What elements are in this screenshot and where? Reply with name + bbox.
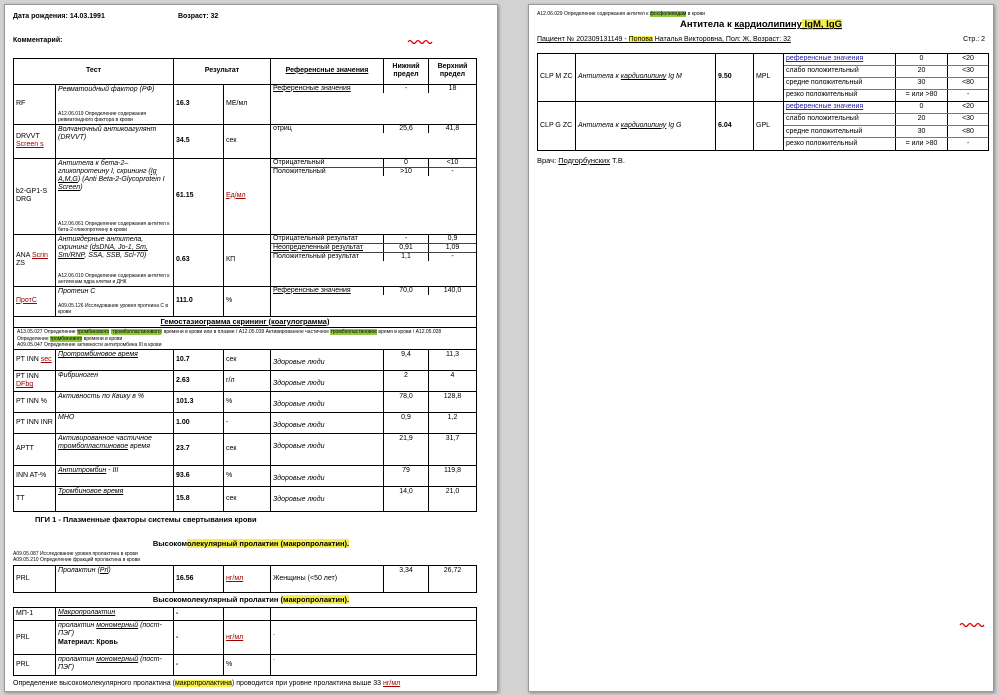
result-value: 34.5 <box>174 125 224 158</box>
result-unit: Ед/мл <box>224 159 271 234</box>
result-unit: г/л <box>224 371 271 391</box>
reference-ranges: . <box>273 655 275 663</box>
ref-group: Здоровые люди <box>271 371 384 391</box>
pgi-section-title: ПГИ 1 - Плазменные факторы системы свертывания крови <box>35 515 257 525</box>
test-name: Антитела к кардиолипину Ig G <box>576 102 716 150</box>
ref-high: - <box>451 253 454 260</box>
test-name: Макропролактин <box>56 608 174 620</box>
ref-group: Здоровые люди <box>271 350 384 370</box>
test-code: CLP G ZC <box>538 102 576 150</box>
col-low: Нижний предел <box>384 59 429 84</box>
ref-high: <20 <box>962 103 974 111</box>
ref-high: <80 <box>962 127 974 135</box>
test-name: Антитела к бета-2–гликопротеину I, скрининг (Ig A,M,G) (Anti Beta-2-Glycoprotein I Screen) A12.06.061 Определение содержания антител к бета-2-гликопротеину в крови <box>56 159 174 234</box>
result-value: 111.0 <box>174 287 224 316</box>
row-inr <box>14 413 476 434</box>
row-rf <box>14 85 476 125</box>
highlighted-term: макропролактина <box>174 680 232 688</box>
ref-high: <20 <box>962 55 974 63</box>
result-unit: GPL <box>754 102 784 150</box>
result-unit: МЕ/мл <box>224 85 271 124</box>
ref-group: Здоровые люди <box>271 392 384 412</box>
age-value: 32 <box>210 13 219 20</box>
macroprolactin-section-title: Высокомолекулярный пролактин (макропролактин). <box>152 595 350 605</box>
ref-label: референсные значения <box>784 54 896 65</box>
ref-low: 70,0 <box>384 287 429 295</box>
result-value: 9.50 <box>716 54 754 101</box>
reference-ranges <box>784 102 988 150</box>
ref-label: резко положительный <box>784 90 896 101</box>
test-name: Активность по Квику в % <box>56 392 174 412</box>
test-code: ANA Scrin ZS <box>14 235 56 286</box>
test-code: INN AT-% <box>14 466 56 486</box>
red-squiggle-icon <box>959 621 985 627</box>
macroprolactin-table <box>13 607 477 676</box>
test-code: b2-GP1-S DRG <box>14 159 56 234</box>
underlined-term: dsDNA, Jo-1, Sm, Sm/RNP <box>58 243 148 259</box>
red-squiggle-icon <box>407 38 433 44</box>
result-unit: КП <box>224 235 271 286</box>
row-aptt <box>14 434 476 466</box>
ref-high: - <box>966 139 970 147</box>
method-note: A09.05.126 Исследование уровня протеина С в крови <box>58 302 169 315</box>
ref-low: - <box>384 85 429 93</box>
highlighted-term: тромбинового <box>50 335 83 342</box>
test-code: PRL <box>14 566 56 592</box>
test-code: МП-1 <box>14 608 56 620</box>
ref-high: 1,2 <box>447 414 458 422</box>
result-value: 1.00 <box>174 413 224 433</box>
ref-low: 2 <box>384 371 429 391</box>
page-title: Антитела к кардиолипину IgM, IgG <box>679 19 843 31</box>
test-name: пролактин мономерный (пост-ПЭГ) <box>56 655 174 675</box>
macroprolactin-footnote: Определение высокомолекулярного пролактина (макропролактина) проводится при уровне пролактина выше 33 нг/мл <box>13 680 401 688</box>
ref-low: = или >80 <box>896 90 948 101</box>
ref-label: Положительный результат <box>271 253 384 261</box>
result-unit: % <box>224 655 271 675</box>
test-name: Ревматоидный фактор (РФ) A12.06.019 Определение содержания ревматоидного фактора в крови <box>56 85 174 124</box>
row-monomeric-prolactin-pct <box>14 655 476 675</box>
row-ana <box>14 235 476 287</box>
ref-low: 20 <box>896 66 948 77</box>
ref-low: 79 <box>384 466 429 486</box>
birthdate-field: Дата рождения: 14.03.1991 <box>13 13 105 20</box>
results-table <box>13 58 477 513</box>
ref-high: 31,7 <box>445 435 460 443</box>
result-unit: нг/мл <box>224 566 271 592</box>
ref-label: Отрицательный результат <box>271 235 384 243</box>
result-unit <box>224 608 271 620</box>
ref-high: <30 <box>962 115 974 123</box>
row-quick-activity <box>14 392 476 413</box>
ref-high: <30 <box>962 67 974 75</box>
prolactin-section-title: Высокомолекулярный пролактин (макропролактин). <box>152 538 350 548</box>
test-name: Антитромбин - III <box>56 466 174 486</box>
reference-ranges <box>271 350 476 370</box>
ref-label: Отрицательный <box>271 159 384 167</box>
row-clp-m <box>538 54 988 102</box>
underlined-term: кардиолипину <box>734 19 802 31</box>
reference-ranges <box>271 287 476 316</box>
result-unit: сек <box>224 350 271 370</box>
ref-high: 4 <box>450 372 455 380</box>
material-line: Материал: Кровь <box>58 638 118 646</box>
method-note: A12.06.061 Определение содержания антител к бета-2-гликопротеину в крови <box>58 220 170 233</box>
result-unit: сек <box>224 487 271 511</box>
test-code: PRL <box>14 655 56 675</box>
reference-ranges <box>271 466 476 486</box>
doctor-name: Подгорбунских <box>558 155 610 165</box>
ref-group: Здоровые люди <box>271 466 384 486</box>
doctor-line: Врач: Подгорбунских Т.В. <box>537 155 625 165</box>
test-code: PT INN % <box>14 392 56 412</box>
row-antithrombin <box>14 466 476 487</box>
page-number: Стр.: 2 <box>963 36 985 44</box>
ref-high: 21,0 <box>445 488 460 496</box>
row-macroprolactin <box>14 608 476 621</box>
table-header-row <box>14 59 476 85</box>
method-note: A12.06.019 Определение содержания ревматоидного фактора в крови <box>58 110 147 123</box>
reference-ranges <box>271 125 476 158</box>
underlined-term: кардиолипину <box>620 121 667 129</box>
result-unit: сек <box>224 125 271 158</box>
result-value: 16.56 <box>174 566 224 592</box>
test-code: PT INN DFbg <box>14 371 56 391</box>
report-page-2 <box>528 4 994 692</box>
result-value: 6.04 <box>716 102 754 150</box>
highlighted-term: Попова <box>628 36 653 44</box>
reference-ranges <box>271 85 476 124</box>
row-protein-c <box>14 287 476 317</box>
result-value: 101.3 <box>174 392 224 412</box>
row-clp-g <box>538 102 988 150</box>
ref-label: Референсные значения <box>271 287 384 295</box>
test-code: ПротС <box>14 287 56 316</box>
col-result: Результат <box>174 59 271 84</box>
ref-high: 119,8 <box>444 467 461 475</box>
test-name: Фибриноген <box>56 371 174 391</box>
row-monomeric-prolactin-ng <box>14 621 476 655</box>
ref-high: 26,72 <box>443 567 462 575</box>
ref-high: 11,3 <box>445 351 460 359</box>
result-unit: MPL <box>754 54 784 101</box>
ref-low: 30 <box>896 78 948 89</box>
ref-high: 128,8 <box>443 393 462 401</box>
reference-ranges <box>271 392 476 412</box>
ref-low: 0,91 <box>384 244 429 252</box>
ref-high: <80 <box>962 79 974 87</box>
test-code: TT <box>14 487 56 511</box>
ref-label: отриц <box>271 125 384 133</box>
ref-low: 20 <box>896 114 948 125</box>
ref-low: - <box>384 235 429 243</box>
test-code: RF <box>14 85 56 124</box>
coagulogram-section-title: Гемостазиограмма скрининг (коагулограмма) <box>14 317 476 329</box>
ref-low: = или >80 <box>896 138 948 149</box>
ref-low: 0 <box>896 102 948 113</box>
prolactin-method-note-1: A09.05.087 Исследование уровня пролактина в крови <box>13 550 138 557</box>
ref-low: 0,9 <box>384 413 429 433</box>
result-unit: - <box>224 413 271 433</box>
row-b2gp1 <box>14 159 476 235</box>
patient-header <box>13 13 489 21</box>
ref-high: - <box>451 167 454 175</box>
test-code: DRVVT Screen s <box>14 125 56 158</box>
ref-group: Здоровые люди <box>271 434 384 465</box>
ref-label: Неопределенный результат <box>271 244 384 252</box>
ref-low: 25,6 <box>384 125 429 133</box>
ref-label: средне положительный <box>784 126 896 137</box>
highlighted-term: тромбопластинового <box>112 329 161 336</box>
test-name: Тромбиновое время <box>56 487 174 511</box>
result-unit: % <box>224 466 271 486</box>
result-value: 0.63 <box>174 235 224 286</box>
highlighted-term: (макропролактин). <box>280 595 350 605</box>
underlined-term: кардиолипину <box>620 73 667 81</box>
col-reference: Референсные значения <box>271 59 384 84</box>
ref-low: 14,0 <box>384 487 429 511</box>
ref-low: 3,34 <box>384 566 429 592</box>
reference-ranges <box>271 608 476 620</box>
result-value: 15.8 <box>174 487 224 511</box>
test-name: Протеин С A09.05.126 Исследование уровня протеина С в крови <box>56 287 174 316</box>
test-code: PT INN INR <box>14 413 56 433</box>
birthdate-value: 14.03.1991 <box>69 13 105 20</box>
test-code: PT INN sec <box>14 350 56 370</box>
test-name: Пролактин (Prl) <box>56 566 174 592</box>
ref-group: Женщины (<50 лет) <box>271 566 384 592</box>
row-thrombin-time <box>14 487 476 511</box>
result-value: 61.15 <box>174 159 224 234</box>
ref-label: слабо положительный <box>784 114 896 125</box>
result-value: - <box>174 608 224 620</box>
reference-ranges <box>271 434 476 465</box>
reference-ranges <box>271 566 476 592</box>
result-value: - <box>174 655 224 675</box>
patient-line: Пациент № 202309131149 - Попова Наталья Викторовна, Пол: Ж, Возраст: 32 Стр.: 2 <box>537 36 985 44</box>
method-note: A12.06.010 Определение содержания антител к антигенам ядра клетки и ДНК <box>58 272 170 285</box>
row-fibrinogen <box>14 371 476 392</box>
underlined-term: Screen <box>58 184 81 192</box>
ref-low: 30 <box>896 126 948 137</box>
ref-low: 1,1 <box>384 253 429 261</box>
result-unit: % <box>224 287 271 316</box>
test-name: Активированное частичное тромбопластиновое время <box>56 434 174 465</box>
ref-group: Здоровые люди <box>271 413 384 433</box>
test-code: APTT <box>14 434 56 465</box>
cardiolipin-method-note: A12.06.029 Определение содержания антител к фосфолипидам в крови <box>537 11 705 17</box>
row-drvvt <box>14 125 476 159</box>
ref-label: референсные значения <box>784 102 896 113</box>
result-unit: % <box>224 392 271 412</box>
result-value: 16.3 <box>174 85 224 124</box>
age-field: Возраст: 32 <box>178 13 219 20</box>
ref-label: Положительный <box>271 168 384 176</box>
ref-label: слабо положительный <box>784 66 896 77</box>
test-name: Антиядерные антитела, скрининг (dsDNA, Jo-1, Sm, Sm/RNP, SSA, SSB, Scl-70) A12.06.010 Определение содержания антител к антигенам ядра клетки и ДНК <box>56 235 174 286</box>
coagulogram-method-notes: A13.05.027 Определение тромбинового (тромбопластинового) времени в крови или в плазме / A12.05.039 Активированное частичное тромбопластиновое время в крови / A12.05.028 Определение тромбинового времени в крови A09.05.047 Определение активности антитромбина III в крови <box>14 328 476 350</box>
test-name: Антитела к кардиолипину Ig M <box>576 54 716 101</box>
reference-ranges <box>271 487 476 511</box>
ref-low: >10 <box>384 168 429 176</box>
ref-low: 78,0 <box>384 392 429 412</box>
prolactin-table <box>13 565 477 593</box>
reference-ranges <box>784 54 988 101</box>
prolactin-method-note-2: A09.05.210 Определение фракций пролактина в крови <box>13 557 141 564</box>
ref-label: средне положительный <box>784 78 896 89</box>
reference-ranges <box>271 159 476 234</box>
ref-high: 41,8 <box>445 124 460 132</box>
test-code: CLP M ZC <box>538 54 576 101</box>
highlighted-term: олекулярный пролактин (макропролактин). <box>187 538 350 548</box>
highlighted-term: тромбинового <box>76 329 110 336</box>
ref-high: 1,09 <box>445 243 460 251</box>
result-value: 2.63 <box>174 371 224 391</box>
col-test: Тест <box>14 59 174 84</box>
ref-low: 9,4 <box>384 350 429 370</box>
col-high: Верхний предел <box>437 62 468 78</box>
ref-label: Референсные значения <box>271 85 384 93</box>
ref-high: <10 <box>446 158 459 166</box>
cardiolipin-table <box>537 53 989 151</box>
result-value: 23.7 <box>174 434 224 465</box>
test-name: пролактин мономерный (пост-ПЭГ) Материал: Кровь <box>56 621 174 654</box>
ref-high: 140,0 <box>443 286 462 294</box>
ref-low: 0 <box>384 159 429 167</box>
reference-ranges <box>271 371 476 391</box>
reference-ranges: . <box>273 630 275 638</box>
test-name: Волчаночный антикоагулянт (DRVVT) <box>56 125 174 158</box>
ref-high: 0,9 <box>447 234 458 242</box>
highlighted-term: IgM, IgG <box>801 19 843 31</box>
highlighted-term: фосфолипидам <box>649 11 687 17</box>
report-page-1 <box>4 4 498 692</box>
result-value: 10.7 <box>174 350 224 370</box>
comment-label: Комментарий: <box>13 37 63 45</box>
test-name: МНО <box>56 413 174 433</box>
result-value: 93.6 <box>174 466 224 486</box>
result-value: - <box>174 621 224 654</box>
reference-ranges <box>271 235 476 286</box>
comment-field <box>13 37 489 45</box>
ref-low: 0 <box>896 54 948 65</box>
ref-high: - <box>966 91 970 99</box>
ref-low: 21,9 <box>384 434 429 465</box>
ref-group: Здоровые люди <box>271 487 384 511</box>
row-pt-time <box>14 350 476 371</box>
result-unit: нг/мл <box>224 621 271 654</box>
ref-high: 18 <box>448 84 457 92</box>
test-name: Протромбиновое время <box>56 350 174 370</box>
ref-label: резко положительный <box>784 138 896 149</box>
result-unit: сек <box>224 434 271 465</box>
underlined-term: Ig A,M,G <box>58 167 157 183</box>
test-code: PRL <box>14 621 56 654</box>
reference-ranges <box>271 413 476 433</box>
row-prolactin <box>14 566 476 592</box>
highlighted-term: тромбопластиновое <box>330 329 378 336</box>
